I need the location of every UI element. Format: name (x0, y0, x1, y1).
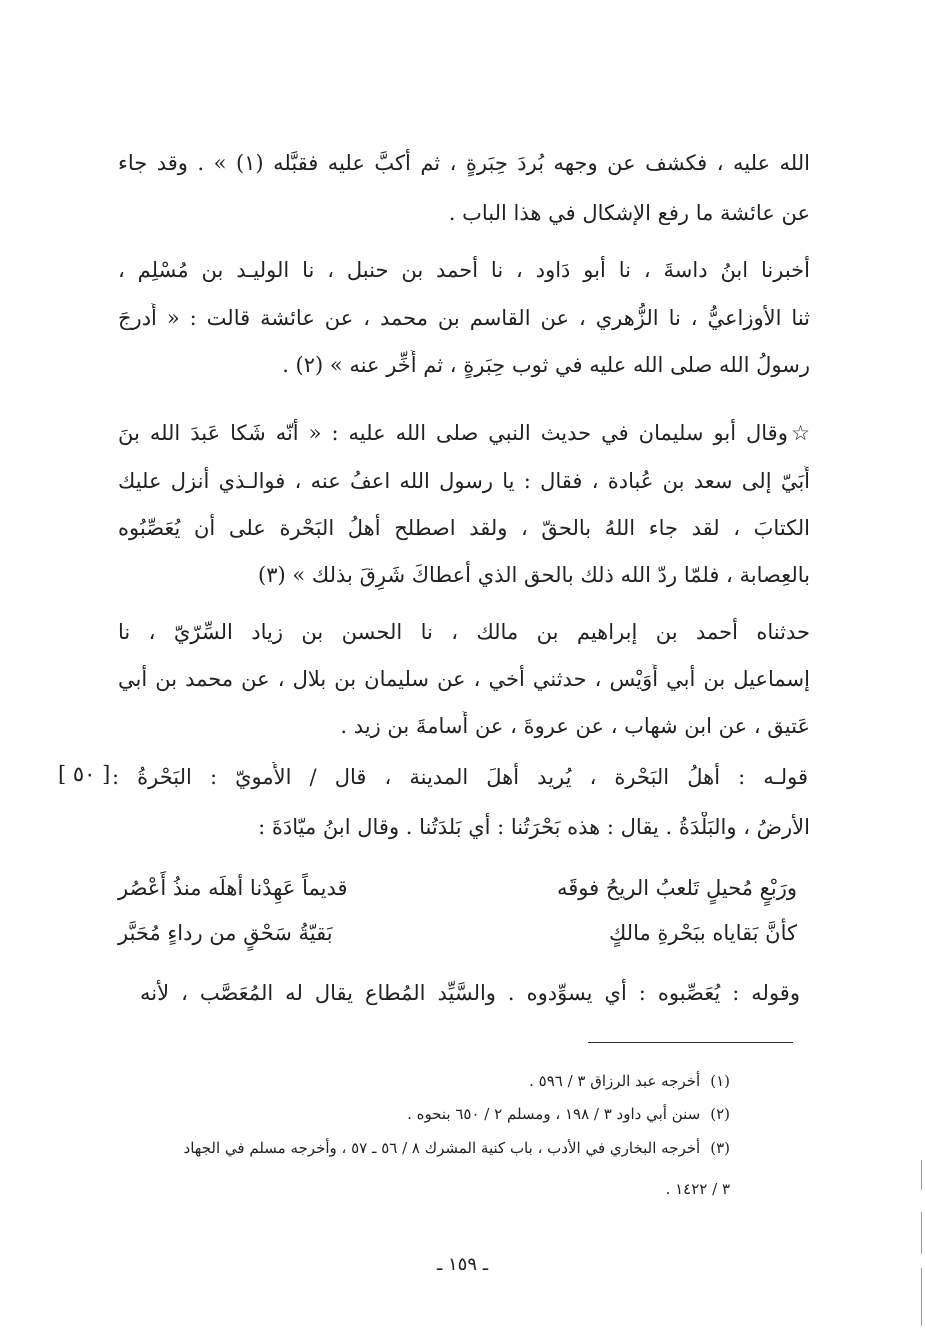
body-line: بالعِصابة ، فلمّا ردّ الله ذلك بالحق الذي أعطاكَ شَرِقَ بذلك » (٣) (258, 563, 810, 587)
footnote-separator (588, 1042, 793, 1043)
scan-edge-mark (921, 1160, 922, 1190)
footnote (529, 1070, 730, 1092)
footnote (184, 1137, 730, 1159)
footnote-text: أخرجه البخاري في الأدب ، باب كنية المشرك ٨ / ٥٦ ـ ٥٧ ، وأخرجه مسلم في الجهاد (183, 1139, 701, 1157)
body-line: إسماعيل بن أبي أُوَيْس ، حدثني أخي ، عن سليمان بن بلال ، عن محمد بن أبي (118, 667, 810, 691)
body-line: الأرضُ ، والبَلْدَةُ . يقال : هذه بَحْرَتُنا : أي بَلدَتُنا . وقال ابنُ ميّادَةَ : (258, 815, 810, 839)
footnote (407, 1103, 730, 1125)
body-line: أخبرنا ابنُ داسةَ ، نا أبو دَاود ، نا أحمد بن حنبل ، نا الوليـد بن مُسْلِم ، (118, 258, 810, 282)
verse-hemistich-1: ورَبْعٍ مُحيلٍ تَلعبُ الريحُ فوقَه (556, 876, 797, 900)
body-line: وقوله : يُعَصِّبوه : أي يسوِّدوه . والسَّيِّد المُطاع يقال له المُعَصَّب ، لأنه (140, 981, 800, 1005)
body-line: عن عائشة ما رفع الإشكال في هذا الباب . (448, 201, 810, 225)
body-line: الكتابَ ، لقد جاء اللهُ بالحقّ ، ولقد اصطلح أهلُ البَحْرة على أن يُعَصِّبُوه (118, 516, 810, 540)
footnote-number: (٣) (710, 1139, 730, 1157)
verse-hemistich-2: قديماً عَهِدْنا أهلَه منذُ أَعْصُر (118, 876, 348, 900)
body-line: قولـه : أهلُ البَحْرة ، يُريد أهلَ المدينة ، قال / الأُمويّ : البَحْرةُ : (112, 765, 808, 789)
scan-edge-mark (921, 1212, 922, 1254)
footnote-text: ٣ / ١٤٢٢ . (665, 1180, 730, 1198)
verse-hemistich-2: بَقيّةُ سَحْقٍ من رداءٍ مُحَبَّر (118, 921, 333, 945)
page-number: ـ ١٥٩ ـ (436, 1254, 488, 1275)
body-line: أُبَيّ إلى سعد بن عُبادة ، فقال : يا رسول الله اعفُ عنه ، فوالـذي أنزل عليك (118, 469, 810, 493)
body-line: حدثناه أحمد بن إبراهيم بن مالك ، نا الحسن بن زياد السِّرّيّ ، نا (118, 620, 810, 644)
margin-page-marker: [ ٥٠ ] (58, 762, 111, 786)
footnote-number: (١) (710, 1072, 730, 1090)
footnote-number: (٢) (710, 1105, 730, 1123)
scan-edge-mark (921, 1268, 922, 1326)
footnote-text: أخرجه عبد الرزاق ٣ / ٥٩٦ . (529, 1072, 701, 1090)
body-line: ☆وقال أبو سليمان في حديث النبي صلى الله عليه : « أنّه شَكا عَبدَ الله بنَ (118, 421, 810, 445)
footnote-text: سنن أبي داود ٣ / ١٩٨ ، ومسلم ٢ / ٦٥٠ بنحوه . (407, 1105, 701, 1123)
body-line: الله عليه ، فكشف عن وجهه بُردَ حِبَرةٍ ، ثم أكبَّ عليه فقبَّله (١) » . وقد جاء (118, 151, 810, 175)
verse-hemistich-1: كأنَّ بَقاياه ببَحْرةِ مالكٍ (608, 921, 797, 945)
body-line: عَتيق ، عن ابن شهاب ، عن عروةَ ، عن أُسامةَ بن زيد . (340, 714, 810, 738)
footnote (666, 1178, 730, 1200)
body-line: رسولُ الله صلى الله عليه في ثوب حِبَرةٍ ، ثم أُخِّر عنه » (٢) . (282, 353, 810, 377)
body-line: ثنا الأوزاعيُّ ، نا الزُّهري ، عن القاسم بن محمد ، عن عائشة قالت : « أُدرجَ (118, 306, 810, 330)
